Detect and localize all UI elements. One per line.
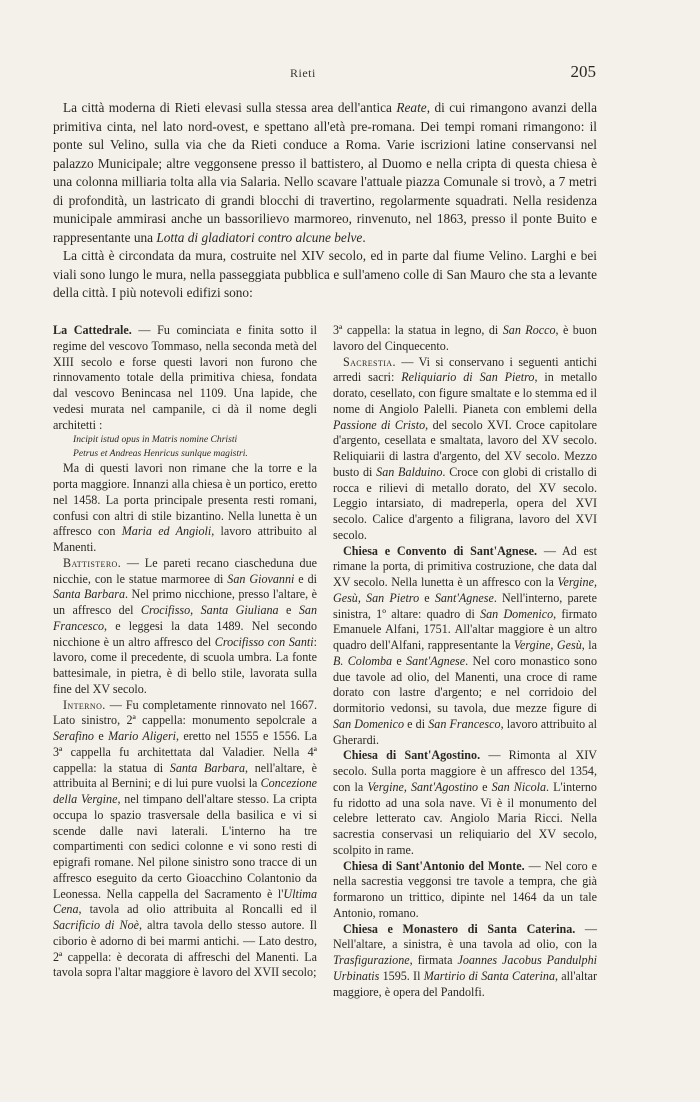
text-run: 3ª cappella: la statua in legno, di	[333, 323, 503, 337]
text-run: , lavoro attribuito al Manenti.	[53, 524, 317, 554]
italic-text: Reate	[396, 100, 427, 115]
section-heading: Interno.	[63, 697, 106, 712]
text-run: e	[478, 779, 492, 794]
text-run: . Nel coro monastico sono due tavole ad olio, del Manenti, una croce di rame dorato con lastre d'argento; e nel corridoio del dormitorio vedonsi, su tavola, due mezze figure di	[333, 653, 597, 715]
italic-text: Crocifisso, Santa Giuliana	[140, 603, 279, 617]
italic-text: Santa Barbara	[53, 587, 126, 602]
text-run: , in metallo dorato, cesellato, con figure smaltate e lo stemma ed il nome di Angiolo Palelli. Pianeta con emblemi della	[333, 370, 598, 416]
page-number: 205	[570, 62, 596, 81]
text-run: , la	[581, 638, 597, 652]
inscription-line	[53, 434, 317, 446]
right-column	[333, 323, 597, 1083]
running-head: Rieti	[290, 66, 316, 80]
text-run: e di	[294, 571, 317, 586]
text-run: La città è circondata da mura, costruite nel XIV secolo, ed in parte dal fiume Velino. Larghi e bei viali sono lungo le mura, nella passeggiata pubblica e sull'ameno colle di San Mauro che sta a levante della città. I più notevoli edifizi sono:	[53, 248, 597, 300]
section-heading: Chiesa e Monastero di Santa Caterina.	[343, 921, 576, 936]
italic-text: Joannes Jacobus Pandulphi Urbinatis	[333, 953, 597, 983]
text-run: , firmata	[409, 953, 458, 967]
italic-text: Santa Barbara	[169, 760, 246, 775]
section-heading: Chiesa e Convento di Sant'Agnese.	[343, 543, 538, 558]
text-run: , all'altar maggiore, è opera del Pandolfi.	[333, 968, 598, 999]
text-run: e	[278, 603, 299, 617]
italic-text: Ultima Cena	[53, 886, 317, 917]
text-run: , nell'altare, è attribuita al Bernini; e di lui pure vuolsi la	[53, 760, 317, 791]
inscription-line	[53, 448, 317, 460]
text-run: : lavoro, come il precedente, di scuola umbra. La fonte battesimale, in pietra, è di bello stile, lavorata sulla fine del XV secolo.	[53, 634, 317, 696]
paragraph	[53, 556, 317, 698]
italic-text: Maria ed Angioli	[121, 524, 212, 539]
text-run: , lavoro attribuito al Gherardi.	[333, 716, 597, 747]
intro-section	[53, 99, 597, 303]
paragraph	[333, 355, 597, 544]
text-run: Ma di questi lavori non rimane che la torre e la porta maggiore. Innanzi alla chiesa è un portico, eretto nel 1458. La porta principale presenta resti romani, confusi con altri di stile bizantino. Nella lunetta è un affresco con	[53, 461, 317, 539]
italic-text: Martirio di Santa Caterina	[423, 968, 556, 983]
text-run: . L'interno fu ridotto ad una sola nave. Vi è il monumento del celebre letterato cav. Angiolo Maria Ricci. Nella sacrestia conservasi un reliquiario del XV secolo, scolpito in rame.	[333, 779, 597, 857]
italic-text: Sant'Agnese	[434, 590, 494, 605]
italic-text: B. Colomba	[333, 653, 393, 668]
text-run: Petrus et Andreas Henricus sunlque magistri.	[73, 447, 248, 459]
text-run: — Fu completamente rinnovato nel 1667. Lato sinistro, 2ª cappella: monumento sepolcrale a	[53, 697, 317, 728]
italic-text: Lotta di gladiatori contro alcune belve	[156, 229, 363, 245]
italic-text: Vergine, Gesù, San Pietro	[333, 575, 597, 605]
italic-text: Serafino	[53, 729, 94, 743]
text-run: . Nell'interno, parete sinistra, 1º altare: quadro di	[333, 590, 597, 621]
text-run: , è buon lavoro del Cinquecento.	[333, 323, 597, 353]
italic-text: San Francesco	[53, 603, 317, 633]
paragraph	[333, 544, 597, 749]
text-run: — Ad est rimane la porta, di primitiva costruzione, che data dal XV secolo. Nella lunetta è un affresco con la	[333, 543, 597, 589]
text-run: , e leggesi la data 1489. Nel secondo nicchione è un altro affresco del	[53, 618, 317, 649]
italic-text: San Francesco	[428, 716, 501, 731]
paragraph	[333, 748, 597, 858]
two-column-body	[53, 323, 597, 1083]
italic-text: Trasfigurazione	[333, 953, 410, 967]
paragraph	[333, 323, 597, 355]
text-run: Incipit istud opus in Matris nomine Christi	[73, 434, 238, 446]
italic-text: Mario Aligeri	[108, 729, 177, 743]
italic-text: San Nicola	[491, 779, 547, 794]
paragraph	[333, 922, 597, 1001]
text-run: — Rimonta al XIV secolo. Sulla porta maggiore è un affresco del 1354, con la	[333, 748, 597, 794]
italic-text: San Domenico	[333, 716, 404, 731]
italic-text: San Rocco	[502, 323, 556, 337]
italic-text: San Domenico	[480, 606, 554, 621]
text-run: e	[419, 590, 435, 605]
italic-text: Crocifisso con Santi	[214, 634, 314, 649]
text-run: .	[362, 229, 366, 245]
text-run: , eretto nel 1555 e 1556. La 3ª cappella fu architettata dal Valadier. Nella 4ª cappella: la statua di	[53, 729, 317, 775]
paragraph	[53, 698, 317, 982]
intro-paragraph	[53, 99, 597, 247]
text-run: , tavola ad olio attribuita al Roncalli ed il	[78, 902, 317, 917]
italic-text: Concezione della Vergine	[53, 776, 317, 806]
section-heading: Battistero.	[63, 555, 122, 570]
page-header	[40, 62, 596, 84]
left-column	[53, 323, 317, 1083]
section-heading: Chiesa di Sant'Antonio del Monte.	[343, 858, 525, 873]
text-run: e	[93, 729, 109, 743]
text-run: — Fu cominciata e finita sotto il regime del vescovo Tommaso, nella seconda metà del XIII secolo e forse questi lavori non furono che rinnovamento totale della primitiva chiesa, fondata dal vescovo Benincasa nel 1109. Una lapide, che vedesi murata nel campanile, ci dà il nome degli architetti :	[53, 323, 318, 432]
paragraph	[333, 859, 597, 922]
section-heading: Sacrestia.	[343, 354, 396, 369]
italic-text: Sacrificio di Noè	[53, 918, 139, 932]
text-run: — Vi si conservano i seguenti antichi arredi sacri:	[333, 354, 597, 385]
italic-text: Vergine, Sant'Agostino	[367, 779, 479, 794]
text-run: e di	[404, 716, 429, 731]
text-run: — Nel coro e nella sacrestia veggonsi tre tavole a tempra, che già formarono un trittico, dipinte nel 1464 da un tale Antonio, romano.	[333, 858, 597, 920]
text-run: — Le pareti recano ciascheduna due nicchie, con le statue marmoree di	[53, 555, 317, 586]
paragraph	[53, 461, 317, 556]
text-run: e	[392, 653, 407, 668]
italic-text: Vergine, Gesù	[513, 638, 582, 652]
text-run: , di cui rimangono avanzi della primitiva cinta, nel lato nord-ovest, e spettano all'età pre-romana. Dei tempi romani rimangono: il ponte sul Velino, sulla via che da Rieti conduce a Roma. Varie iscrizioni latine conservansi nel palazzo Municipale; altre veggonsene presso il battistero, al Duomo e nella cripta di questa chiesa è una colonna milliaria tolta alla via Salaria. Nello scavare l'attuale piazza Comunale si trovò, a 7 metri di profondità, un lastricato di grandi blocchi di travertino, regolarmente squadrati. Nella residenza municipale ammirasi anche un bassorilievo marmoreo, rinvenuto, nel 1863, presso il ponte Buito e rappresentante una	[53, 100, 597, 245]
section-heading: Chiesa di Sant'Agostino.	[343, 748, 481, 763]
italic-text: San Giovanni	[227, 571, 295, 586]
section-heading: La Cattedrale.	[53, 323, 132, 337]
text-run: La città moderna di Rieti elevasi sulla stessa area dell'antica	[63, 100, 397, 115]
text-run: . Croce con globi di cristallo di rocca e rilievi di metallo dorato, del XV secolo. Leggio intarsiato, di madreperla, opera del XVI secolo. Calice d'argento a filigrana, lavoro del XVI secolo.	[333, 464, 597, 542]
intro-paragraph	[53, 247, 597, 303]
text-run: 1595. Il	[379, 968, 424, 983]
text-run: . Nel primo nicchione, presso l'altare, è un affresco del	[53, 587, 318, 617]
text-run: , nel timpano dell'altare stesso. La cripta occupa lo spazio trasversale della basilica e vi si scende dalle navi laterali. L'interno ha tre compartimenti con sedici colonne e vi sono resti di epigrafi romane. Nel pilone sinistro sono tracce di un affresco eseguito da certo Gioacchino Colantonio da Leonessa. Nella cappella del Sacramento è l'	[53, 792, 317, 901]
italic-text: Sant'Agnese	[406, 653, 466, 668]
italic-text: San Balduino	[376, 464, 443, 479]
text-run: , firmato Emanuele Alfani, 1751. All'altar maggiore è un altro quadro dell'Alfani, rappresentante la	[333, 606, 597, 652]
italic-text: Reliquiario di San Pietro	[401, 370, 535, 385]
text-run: , del secolo XVI. Croce capitolare d'argento, cesellata e smaltata, lavoro del XV secolo. Reliquiarii di lastra d'argento, del XV secolo. Mezzo busto di	[333, 417, 597, 479]
text-run: , altra tavola dello stesso autore. Il ciborio è adorno di bei marmi antichi. — Lato destro, 2ª cappella: è decorata di affreschi del Manenti. La tavola sopra l'altar maggiore è lavoro del XVII secolo;	[53, 918, 317, 980]
italic-text: Passione di Cristo	[333, 417, 426, 432]
text-run: — Nell'altare, a sinistra, è una tavola ad olio, con la	[333, 921, 597, 952]
paragraph	[53, 323, 317, 433]
